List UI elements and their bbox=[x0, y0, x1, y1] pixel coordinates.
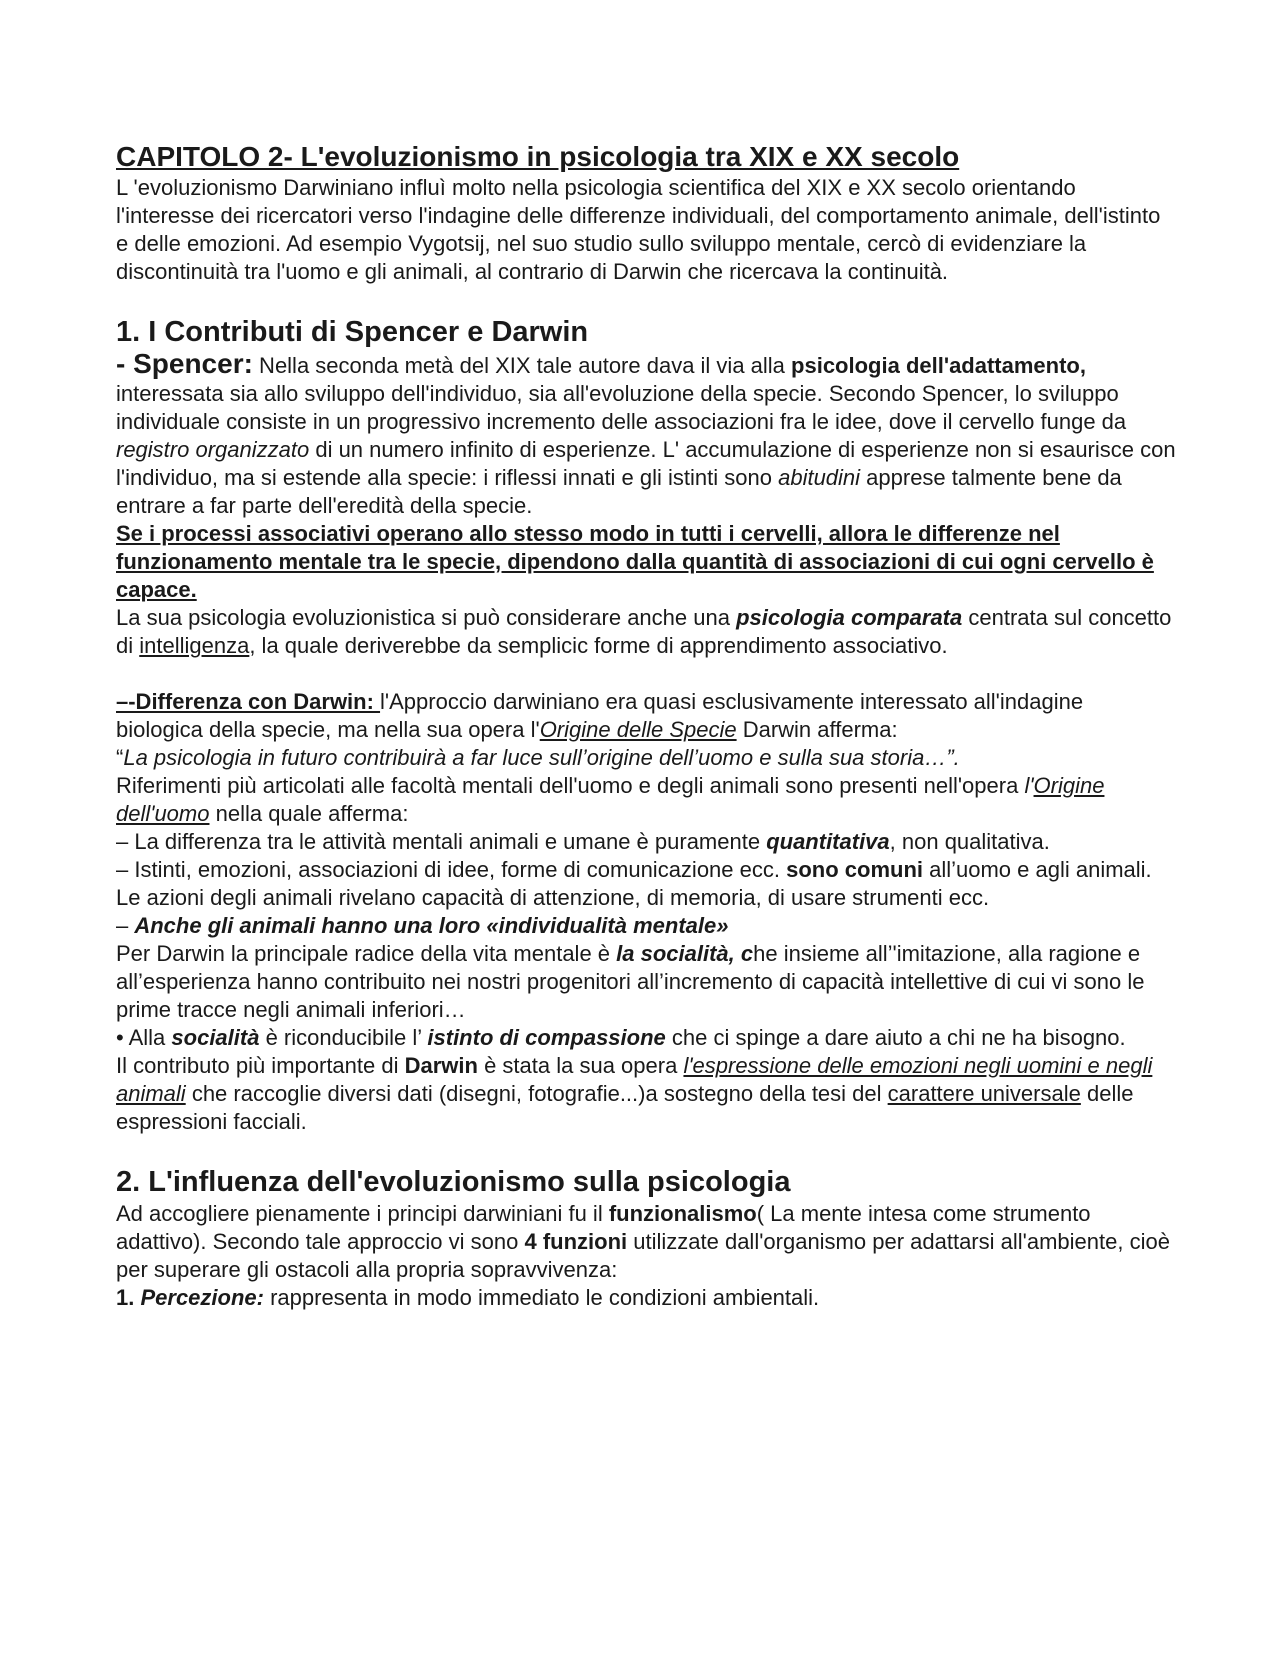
funzionalismo-paragraph: Ad accogliere pienamente i principi darwiniani fu il funzionalismo( La mente intesa come strumento adattivo). Secondo tale approccio vi sono 4 funzioni utilizzate dall'organismo per adattarsi all'ambiente, cioè per superare gli ostacoli alla propria sopravvivenza: bbox=[116, 1201, 1170, 1282]
work-title: Origine dell'uomo bbox=[116, 773, 1105, 826]
compassione-paragraph: • Alla socialità è riconducibile l’ istinto di compassione che ci spinge a dare aiuto a chi ne ha bisogno. bbox=[116, 1025, 1126, 1050]
chapter-title: CAPITOLO 2- L'evoluzionismo in psicologia tra XIX e XX secolo bbox=[116, 141, 960, 172]
underlined-term: carattere universale bbox=[887, 1081, 1081, 1106]
darwin-paragraph: –-Differenza con Darwin: l'Approccio darwiniano era quasi esclusivamente interessato all'indagine biologica della specie, ma nella sua opera l'Origine delle Specie Darwin afferma: “La psicologia in futuro contribuirà a far luce sull’origine dell’uomo e sulla sua storia…”. Riferimenti più articolati alle facoltà mentali dell'uomo e degli animali sono presenti nell'opera l'Origine dell'uomo nella quale afferma: bbox=[116, 689, 1105, 826]
darwin-label: –-Differenza con Darwin: bbox=[116, 689, 381, 714]
emphasis-statement: Se i processi associativi operano allo stesso modo in tutti i cervelli, allora le differenze nel funzionamento mentale tra le specie, dipendono dalla quantità di associazioni di cui ogni cervello è capace. bbox=[116, 521, 1154, 602]
bold-term: psicologia dell'adattamento, bbox=[791, 353, 1086, 378]
document-page bbox=[116, 140, 1176, 1312]
point-3: – Anche gli animali hanno una loro «individualità mentale» bbox=[116, 913, 729, 938]
work-title: Origine delle Specie bbox=[539, 717, 737, 742]
function-item-1: 1. Percezione: rappresenta in modo immediato le condizioni ambientali. bbox=[116, 1285, 820, 1310]
italic-term: abitudini bbox=[778, 465, 861, 490]
comparata-paragraph: La sua psicologia evoluzionistica si può considerare anche una psicologia comparata centrata sul concetto di intelligenza, la quale deriverebbe da semplicic forme di apprendimento associativo. bbox=[116, 605, 1172, 658]
contributo-paragraph: Il contributo più importante di Darwin è stata la sua opera l'espressione delle emozioni negli uomini e negli animali che raccoglie diversi dati (disegni, fotografie...)a sostegno della tesi del carattere universale delle espressioni facciali. bbox=[116, 1053, 1153, 1134]
socialita-paragraph: Per Darwin la principale radice della vita mentale è la socialità, che insieme all’'imitazione, alla ragione e all’esperienza hanno contribuito nei nostri progenitori all’incremento di capacità intellettive di cui vi sono le prime tracce negli animali inferiori… bbox=[116, 941, 1145, 1022]
italic-term: registro organizzato bbox=[116, 437, 310, 462]
bold-italic-term: psicologia comparata bbox=[736, 605, 963, 630]
point-2: – Istinti, emozioni, associazioni di idee, forme di comunicazione ecc. sono comuni all’uomo e agli animali. Le azioni degli animali rivelano capacità di attenzione, di memoria, di usare strumenti ecc. bbox=[116, 857, 1152, 910]
underlined-term: intelligenza bbox=[139, 633, 250, 658]
section-1-title: 1. I Contributi di Spencer e Darwin bbox=[116, 316, 589, 348]
spencer-paragraph: - Spencer: Nella seconda metà del XIX tale autore dava il via alla psicologia dell'adattamento, interessata sia allo sviluppo dell'individuo, sia all'evoluzione della specie. Secondo Spencer, lo sviluppo individuale consiste in un progressivo incremento delle associazioni fra le idee, dove il cervello funge da registro organizzato di un numero infinito di esperienze. L' accumulazione di esperienze non si esaurisce con l'individuo, ma si estende alla specie: i riflessi innati e gli istinti sono abitudini apprese talmente bene da entrare a far parte dell'eredità della specie. bbox=[116, 348, 1176, 518]
intro-paragraph: L 'evoluzionismo Darwiniano influì molto nella psicologia scientifica del XIX e XX secolo orientando l'interesse dei ricercatori verso l'indagine delle differenze individuali, del comportamento animale, dell'istinto e delle emozioni. Ad esempio Vygotsij, nel suo studio sullo sviluppo mentale, cercò di evidenziare la discontinuità tra l'uomo e gli animali, al contrario di Darwin che ricercava la continuità. bbox=[116, 175, 1161, 284]
point-1: – La differenza tra le attività mentali animali e umane è puramente quantitativa, non qualitativa. bbox=[116, 829, 1050, 854]
section-2-title: 2. L'influenza dell'evoluzionismo sulla psicologia bbox=[116, 1166, 791, 1198]
spencer-label: - Spencer: bbox=[116, 348, 253, 379]
work-title: l'espressione delle emozioni negli uomini e negli animali bbox=[116, 1053, 1153, 1106]
darwin-quote: La psicologia in futuro contribuirà a far luce sull’origine dell’uomo e sulla sua storia…”. bbox=[123, 745, 960, 770]
